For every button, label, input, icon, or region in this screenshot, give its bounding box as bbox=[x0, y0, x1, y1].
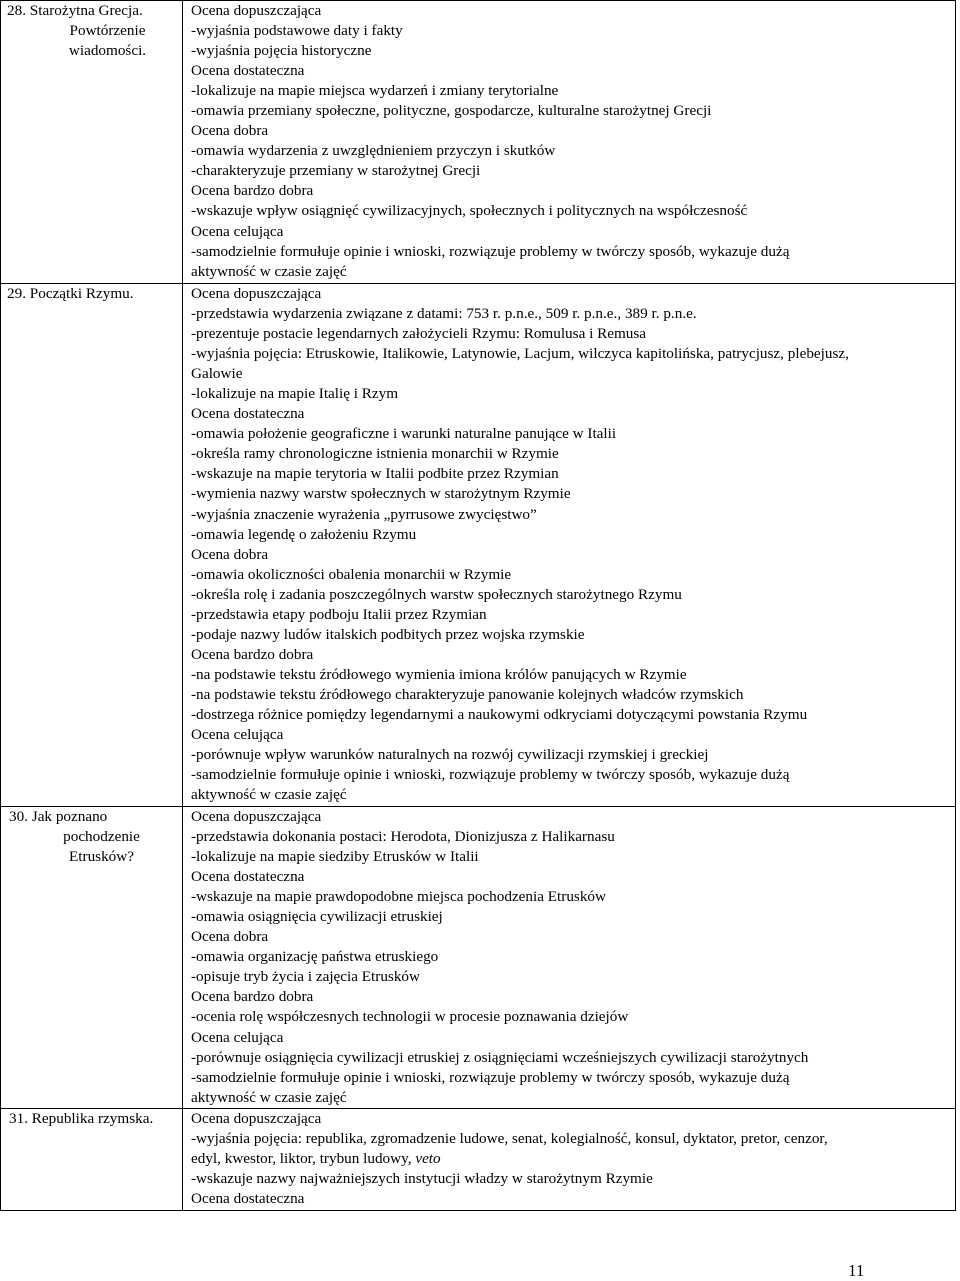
requirements-cell bbox=[183, 284, 956, 807]
requirement-item: aktywność w czasie zajęć bbox=[191, 786, 347, 804]
table-row bbox=[1, 807, 956, 1109]
requirement-item: -określa ramy chronologiczne istnienia monarchii w Rzymie bbox=[191, 445, 559, 463]
grade-heading: Ocena bardzo dobra bbox=[191, 988, 314, 1006]
requirement-item: aktywność w czasie zajęć bbox=[191, 262, 347, 280]
requirement-item: -porównuje wpływ warunków naturalnych na rozwój cywilizacji rzymskiej i greckiej bbox=[191, 746, 709, 764]
grade-heading: Ocena dobra bbox=[191, 928, 269, 946]
topic-title: 29. Początki Rzymu. bbox=[7, 285, 134, 302]
requirement-item: -opisuje tryb życia i zajęcia Etrusków bbox=[191, 968, 420, 986]
requirement-item: -lokalizuje na mapie siedziby Etrusków w Italii bbox=[191, 848, 479, 866]
grade-heading: Ocena bardzo dobra bbox=[191, 182, 314, 200]
requirement-item: -omawia okoliczności obalenia monarchii w Rzymie bbox=[191, 565, 512, 583]
topic-cell bbox=[1, 1, 183, 284]
topic-cell bbox=[1, 1108, 183, 1210]
requirement-item: -omawia przemiany społeczne, polityczne, gospodarcze, kulturalne starożytnej Grecji bbox=[191, 102, 712, 120]
requirement-italic-term: veto bbox=[415, 1149, 441, 1167]
page-number: 11 bbox=[848, 1261, 865, 1280]
requirements-cell bbox=[183, 807, 956, 1109]
grade-heading: Ocena dopuszczająca bbox=[191, 2, 322, 19]
requirement-item: -omawia wydarzenia z uwzględnieniem przyczyn i skutków bbox=[191, 142, 556, 160]
requirement-item: -wymienia nazwy warstw społecznych w starożytnym Rzymie bbox=[191, 485, 571, 503]
topic-title: Powtórzenie bbox=[69, 22, 146, 40]
grade-heading: Ocena dostateczna bbox=[191, 1189, 305, 1207]
requirement-item: -na podstawie tekstu źródłowego charakteryzuje panowanie kolejnych władców rzymskich bbox=[191, 685, 744, 703]
requirement-item: aktywność w czasie zajęć bbox=[191, 1088, 347, 1106]
requirements-cell bbox=[183, 1108, 956, 1210]
grade-heading: Ocena dobra bbox=[191, 122, 269, 140]
requirement-item: -omawia organizację państwa etruskiego bbox=[191, 948, 439, 966]
topic-title: 30. Jak poznano bbox=[9, 808, 108, 825]
requirement-item: -dostrzega różnice pomiędzy legendarnymi a naukowymi odkryciami dotyczącymi powstania Rzymu bbox=[191, 705, 808, 723]
grade-heading: Ocena dopuszczająca bbox=[191, 285, 322, 302]
requirement-item bbox=[191, 1149, 951, 1169]
requirement-item: -wskazuje na mapie terytoria w Italii podbite przez Rzymian bbox=[191, 465, 559, 483]
topic-cell bbox=[1, 807, 183, 1109]
topic-title: pochodzenie bbox=[63, 828, 140, 846]
requirement-item: -na podstawie tekstu źródłowego wymienia imiona królów panujących w Rzymie bbox=[191, 665, 687, 683]
grade-heading: Ocena dostateczna bbox=[191, 405, 305, 423]
requirement-item: -charakteryzuje przemiany w starożytnej Grecji bbox=[191, 162, 481, 180]
requirement-item: -wyjaśnia pojęcia historyczne bbox=[191, 42, 372, 60]
topic-title: Etrusków? bbox=[69, 848, 134, 866]
requirement-item: Galowie bbox=[191, 365, 243, 383]
grade-heading: Ocena dostateczna bbox=[191, 868, 305, 886]
topic-title: 28. Starożytna Grecja. bbox=[7, 2, 143, 19]
requirement-item: -omawia położenie geograficzne i warunki naturalne panujące w Italii bbox=[191, 425, 617, 443]
grade-heading: Ocena dopuszczająca bbox=[191, 1109, 322, 1127]
requirement-item: -porównuje osiągnięcia cywilizacji etruskiej z osiągnięciami wcześniejszych cywilizacji starożytnych bbox=[191, 1048, 809, 1066]
requirement-item: -lokalizuje na mapie Italię i Rzym bbox=[191, 385, 399, 403]
requirement-item: -samodzielnie formułuje opinie i wnioski, rozwiązuje problemy w twórczy sposób, wykazuje dużą bbox=[191, 1068, 790, 1086]
requirement-item: -przedstawia etapy podboju Italii przez Rzymian bbox=[191, 605, 487, 623]
requirement-item: -wskazuje na mapie prawdopodobne miejsca pochodzenia Etrusków bbox=[191, 888, 606, 906]
requirements-cell bbox=[183, 1, 956, 284]
table-row bbox=[1, 1108, 956, 1210]
grade-heading: Ocena celująca bbox=[191, 222, 284, 240]
requirement-item: -wyjaśnia pojęcia: republika, zgromadzenie ludowe, senat, kolegialność, konsul, dyktator, pretor, cenzor, bbox=[191, 1129, 828, 1147]
requirement-item: -prezentuje postacie legendarnych założycieli Rzymu: Romulusa i Remusa bbox=[191, 325, 647, 343]
requirement-item: -omawia legendę o założeniu Rzymu bbox=[191, 525, 417, 543]
requirement-text: edyl, kwestor, liktor, trybun ludowy, bbox=[191, 1149, 416, 1167]
requirement-item: -wyjaśnia znaczenie wyrażenia „pyrrusowe zwycięstwo” bbox=[191, 505, 537, 523]
grade-heading: Ocena bardzo dobra bbox=[191, 645, 314, 663]
table-row bbox=[1, 1, 956, 284]
requirement-item: -przedstawia wydarzenia związane z datami: 753 r. p.n.e., 509 r. p.n.e., 389 r. p.n.e. bbox=[191, 305, 697, 323]
grade-heading: Ocena celująca bbox=[191, 726, 284, 744]
requirement-item: -podaje nazwy ludów italskich podbitych przez wojska rzymskie bbox=[191, 625, 585, 643]
topic-cell bbox=[1, 284, 183, 807]
requirement-item: -określa rolę i zadania poszczególnych warstw społecznych starożytnego Rzymu bbox=[191, 585, 682, 603]
requirement-item: -wskazuje nazwy najważniejszych instytucji władzy w starożytnym Rzymie bbox=[191, 1169, 653, 1187]
grade-heading: Ocena dobra bbox=[191, 545, 269, 563]
requirement-item: -przedstawia dokonania postaci: Herodota, Dionizjusza z Halikarnasu bbox=[191, 828, 615, 846]
requirement-item: -lokalizuje na mapie miejsca wydarzeń i zmiany terytorialne bbox=[191, 82, 559, 100]
requirement-item: -wskazuje wpływ osiągnięć cywilizacyjnych, społecznych i politycznych na współczesność bbox=[191, 202, 748, 220]
requirement-item: -samodzielnie formułuje opinie i wnioski, rozwiązuje problemy w twórczy sposób, wykazuje dużą bbox=[191, 766, 790, 784]
requirement-item: -wyjaśnia pojęcia: Etruskowie, Italikowie, Latynowie, Lacjum, wilczyca kapitolińska, patrycjusz, plebejusz, bbox=[191, 345, 849, 363]
topic-title: 31. Republika rzymska. bbox=[9, 1109, 154, 1127]
requirement-item: -samodzielnie formułuje opinie i wnioski, rozwiązuje problemy w twórczy sposób, wykazuje dużą bbox=[191, 242, 790, 260]
requirement-item: -ocenia rolę współczesnych technologii w procesie poznawania dziejów bbox=[191, 1008, 629, 1026]
grade-heading: Ocena dostateczna bbox=[191, 62, 305, 80]
topic-title: wiadomości. bbox=[68, 42, 147, 60]
grade-heading: Ocena celująca bbox=[191, 1028, 284, 1046]
requirement-item: -omawia osiągnięcia cywilizacji etruskiej bbox=[191, 908, 443, 926]
requirement-item: -wyjaśnia podstawowe daty i fakty bbox=[191, 22, 403, 40]
grade-heading: Ocena dopuszczająca bbox=[191, 808, 322, 825]
table-row bbox=[1, 284, 956, 807]
